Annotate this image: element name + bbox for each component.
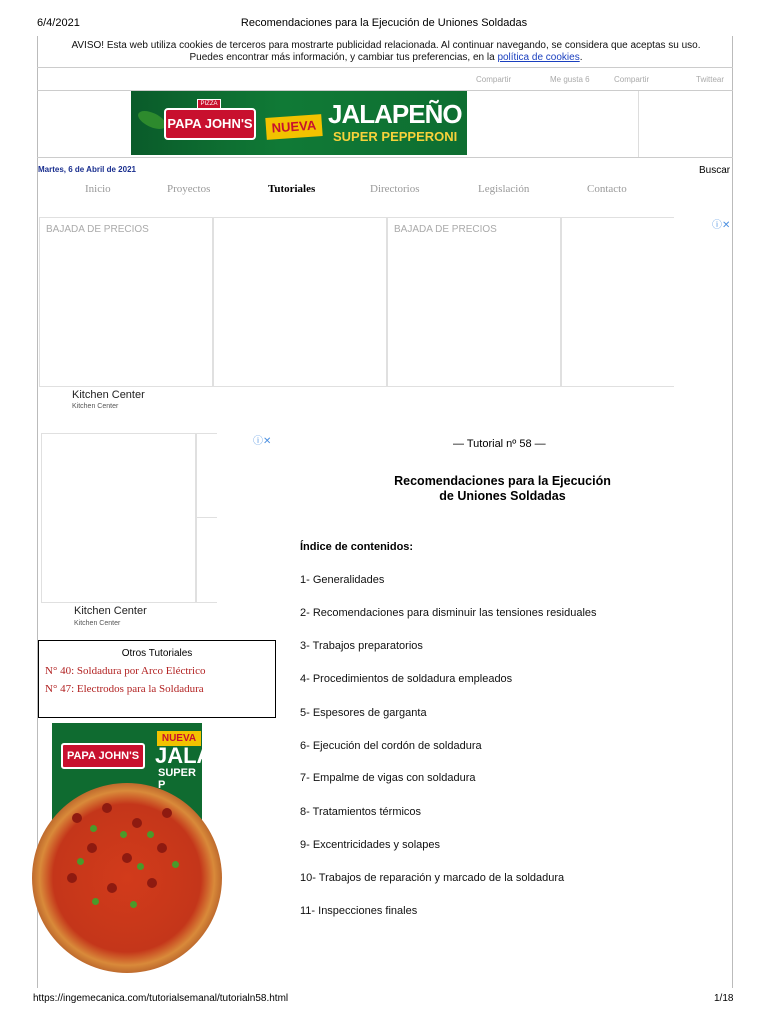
ad-advertiser-sub: Kitchen Center bbox=[72, 403, 119, 410]
banner-subheadline: SUPER PEPPERONI bbox=[333, 129, 458, 144]
search-link[interactable]: Buscar bbox=[699, 165, 731, 176]
tweet-button[interactable]: Twittear bbox=[696, 75, 725, 84]
banner-ad[interactable] bbox=[131, 91, 467, 155]
index-item[interactable]: 11- Inspecciones finales bbox=[300, 905, 418, 917]
ad-tile[interactable] bbox=[196, 517, 217, 603]
banner-headline: JALAPEÑO bbox=[328, 99, 462, 129]
nav-legislacion[interactable]: Legislación bbox=[478, 183, 530, 195]
index-item[interactable]: 2- Recomendaciones para disminuir las tensiones residuales bbox=[300, 607, 597, 619]
related-tutorial-link[interactable]: N° 40: Soldadura por Arco Eléctrico bbox=[45, 665, 206, 677]
index-item[interactable]: 6- Ejecución del cordón de soldadura bbox=[300, 740, 482, 752]
share-button[interactable]: Compartir bbox=[476, 75, 512, 84]
title-line: de Uniones Soldadas bbox=[439, 489, 566, 503]
nav-contacto[interactable]: Contacto bbox=[587, 183, 627, 195]
index-item[interactable]: 5- Espesores de garganta bbox=[300, 707, 427, 719]
papa-johns-logo: PAPA JOHN'S bbox=[61, 743, 145, 769]
ad-tile[interactable] bbox=[561, 217, 674, 387]
related-tutorials-title: Otros Tutoriales bbox=[121, 648, 193, 659]
ad-headline: JALA bbox=[155, 743, 213, 768]
index-item[interactable]: 9- Excentricidades y solapes bbox=[300, 839, 441, 851]
index-item[interactable]: 7- Empalme de vigas con soldadura bbox=[300, 772, 476, 784]
index-item[interactable]: 3- Trabajos preparatorios bbox=[300, 640, 423, 652]
divider bbox=[37, 157, 733, 158]
index-item[interactable]: 1- Generalidades bbox=[300, 574, 385, 586]
ad-advertiser-sub: Kitchen Center bbox=[74, 620, 121, 627]
like-button[interactable]: Me gusta 6 bbox=[550, 75, 590, 84]
nav-proyectos[interactable]: Proyectos bbox=[167, 183, 211, 195]
related-tutorials-box bbox=[38, 640, 276, 718]
ad-tile[interactable] bbox=[213, 217, 387, 387]
ad-subheadline: SUPER P bbox=[158, 767, 196, 791]
share-button-2[interactable]: Compartir bbox=[614, 75, 650, 84]
ad-tile-text: BAJADA DE PRECIOS bbox=[46, 224, 149, 235]
print-date: 6/4/2021 bbox=[37, 17, 80, 29]
divider bbox=[638, 91, 639, 157]
nueva-badge: NUEVA bbox=[157, 731, 201, 746]
nav-directorios[interactable]: Directorios bbox=[370, 183, 420, 195]
print-page-number: 1/18 bbox=[714, 993, 734, 1004]
ad-tile[interactable] bbox=[39, 217, 213, 387]
cookie-text-2: Puedes encontrar más información, y cambiar tus preferencias, en la bbox=[189, 52, 495, 63]
title-line: Recomendaciones para la Ejecución bbox=[394, 474, 611, 488]
pizza-tag: PIZZA bbox=[197, 99, 221, 110]
ad-tile-text: BAJADA DE PRECIOS bbox=[394, 224, 497, 235]
cookie-policy-link[interactable]: política de cookies bbox=[497, 52, 580, 63]
divider bbox=[37, 67, 733, 68]
ad-tile[interactable] bbox=[387, 217, 561, 387]
print-header-title: Recomendaciones para la Ejecución de Uniones Soldadas bbox=[240, 17, 528, 29]
index-item[interactable]: 8- Tratamientos térmicos bbox=[300, 806, 422, 818]
tutorial-number: — Tutorial nº 58 — bbox=[453, 438, 546, 450]
ad-advertiser-title[interactable]: Kitchen Center bbox=[72, 389, 145, 401]
page-right-border bbox=[732, 36, 733, 988]
page-title bbox=[370, 474, 635, 504]
side-pizza-ad[interactable] bbox=[52, 723, 213, 903]
cookie-notice bbox=[40, 40, 732, 64]
related-tutorial-link[interactable]: N° 47: Electrodos para la Soldadura bbox=[45, 683, 204, 695]
print-url: https://ingemecanica.com/tutorialsemanal/tutorialn58.html bbox=[33, 993, 289, 1004]
nav-tutoriales[interactable]: Tutoriales bbox=[268, 183, 316, 195]
index-item[interactable]: 10- Trabajos de reparación y marcado de la soldadura bbox=[300, 872, 565, 884]
ad-tile[interactable] bbox=[41, 433, 196, 603]
nav-inicio[interactable]: Inicio bbox=[85, 183, 111, 195]
nueva-badge: NUEVA bbox=[265, 114, 322, 140]
ad-advertiser-title[interactable]: Kitchen Center bbox=[74, 605, 147, 617]
current-date: Martes, 6 de Abril de 2021 bbox=[38, 165, 136, 174]
cookie-text: AVISO! Esta web utiliza cookies de terceros para mostrarte publicidad relacionada. Al continuar navegando, se considera que aceptas su uso. bbox=[71, 40, 701, 51]
cookie-end: . bbox=[579, 52, 583, 63]
index-heading: Índice de contenidos: bbox=[300, 541, 414, 553]
ad-tile[interactable] bbox=[196, 433, 217, 519]
ad-info-close-icon[interactable]: ⓘ✕ bbox=[253, 436, 272, 447]
papa-johns-logo: PAPA JOHN'S bbox=[164, 108, 256, 140]
ad-info-close-icon[interactable]: ⓘ✕ bbox=[712, 220, 731, 231]
pizza-image bbox=[32, 783, 222, 973]
index-item[interactable]: 4- Procedimientos de soldadura empleados bbox=[300, 673, 513, 685]
